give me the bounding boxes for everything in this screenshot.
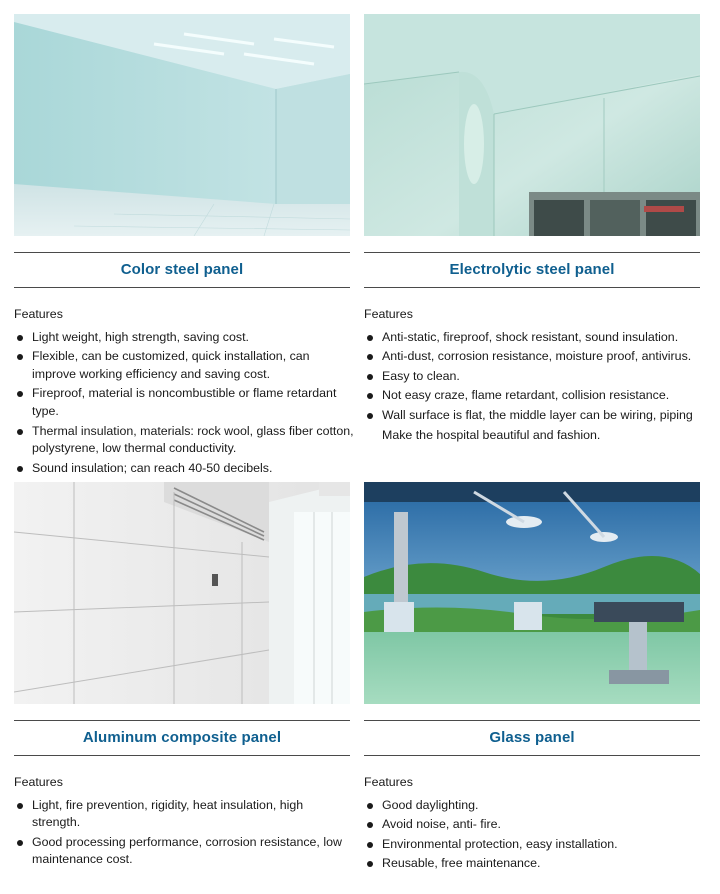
bullet-icon bbox=[367, 335, 373, 341]
feature-item: Flexible, can be customized, quick installation, can improve working efficiency and saving cost. bbox=[14, 348, 354, 383]
feature-item: Light, fire prevention, rigidity, heat insulation, high strength. bbox=[14, 797, 354, 832]
bullet-icon bbox=[367, 822, 373, 828]
electrolytic-steel-panel-photo bbox=[364, 14, 700, 236]
aluminum-composite-title-block bbox=[14, 720, 350, 756]
bullet-icon bbox=[367, 861, 373, 867]
feature-list bbox=[14, 329, 354, 478]
feature-item: Easy to clean. bbox=[364, 368, 710, 386]
bullet-icon bbox=[367, 842, 373, 848]
title-bottom-rule bbox=[364, 755, 700, 756]
feature-item: Wall surface is flat, the middle layer can be wiring, piping bbox=[364, 407, 710, 425]
bullet-icon bbox=[17, 803, 23, 809]
feature-item: Anti-dust, corrosion resistance, moisture proof, antivirus. bbox=[364, 348, 710, 366]
title-bottom-rule bbox=[364, 287, 700, 288]
bullet-icon bbox=[17, 840, 23, 846]
features-label: Features bbox=[364, 775, 413, 789]
title-bottom-rule bbox=[14, 287, 350, 288]
bullet-icon bbox=[367, 803, 373, 809]
bullet-icon bbox=[367, 393, 373, 399]
feature-item: Fireproof, material is noncombustible or flame retardant type. bbox=[14, 385, 354, 420]
features-label: Features bbox=[14, 775, 63, 789]
panel-title: Aluminum composite panel bbox=[82, 729, 282, 746]
panel-title: Electrolytic steel panel bbox=[449, 261, 615, 278]
feature-item: Avoid noise, anti- fire. bbox=[364, 816, 710, 834]
feature-item: Good processing performance, corrosion resistance, low maintenance cost. bbox=[14, 834, 354, 869]
color-steel-title-block bbox=[14, 252, 350, 288]
title-top-rule bbox=[14, 720, 350, 721]
color-steel-features bbox=[14, 306, 354, 479]
feature-item: Environmental protection, easy installation. bbox=[364, 836, 710, 854]
feature-item: Sound insulation; can reach 40-50 decibels. bbox=[14, 460, 354, 478]
feature-item: Thermal insulation, materials: rock wool, glass fiber cotton, polystyrene, low thermal conductivity. bbox=[14, 423, 354, 458]
bullet-icon bbox=[17, 466, 23, 472]
bullet-icon bbox=[17, 429, 23, 435]
glass-panel-photo bbox=[364, 482, 700, 704]
bullet-icon bbox=[367, 374, 373, 380]
bullet-icon bbox=[17, 391, 23, 397]
bullet-icon bbox=[17, 354, 23, 360]
title-bottom-rule bbox=[14, 755, 350, 756]
panel-title: Glass panel bbox=[489, 729, 575, 746]
bullet-icon bbox=[367, 413, 373, 419]
feature-item: Not easy craze, flame retardant, collision resistance. bbox=[364, 387, 710, 405]
feature-list bbox=[364, 797, 710, 873]
title-top-rule bbox=[364, 252, 700, 253]
feature-list bbox=[364, 329, 710, 445]
title-top-rule bbox=[14, 252, 350, 253]
feature-item: Light weight, high strength, saving cost. bbox=[14, 329, 354, 347]
color-steel-panel-photo bbox=[14, 14, 350, 236]
bullet-icon bbox=[17, 335, 23, 341]
glass-panel-title-block bbox=[364, 720, 700, 756]
title-top-rule bbox=[364, 720, 700, 721]
aluminum-composite-panel-photo bbox=[14, 482, 350, 704]
feature-item: Anti-static, fireproof, shock resistant, sound insulation. bbox=[364, 329, 710, 347]
glass-panel-features bbox=[364, 774, 710, 875]
features-label: Features bbox=[14, 307, 63, 321]
feature-item: Good daylighting. bbox=[364, 797, 710, 815]
feature-item: Reusable, free maintenance. bbox=[364, 855, 710, 873]
panel-title: Color steel panel bbox=[120, 261, 244, 278]
feature-item-continued: Make the hospital beautiful and fashion. bbox=[382, 427, 601, 442]
aluminum-composite-features bbox=[14, 774, 354, 871]
bullet-icon bbox=[367, 354, 373, 360]
feature-list bbox=[14, 797, 354, 869]
electrolytic-steel-features bbox=[364, 306, 710, 446]
features-label: Features bbox=[364, 307, 413, 321]
electrolytic-steel-title-block bbox=[364, 252, 700, 288]
